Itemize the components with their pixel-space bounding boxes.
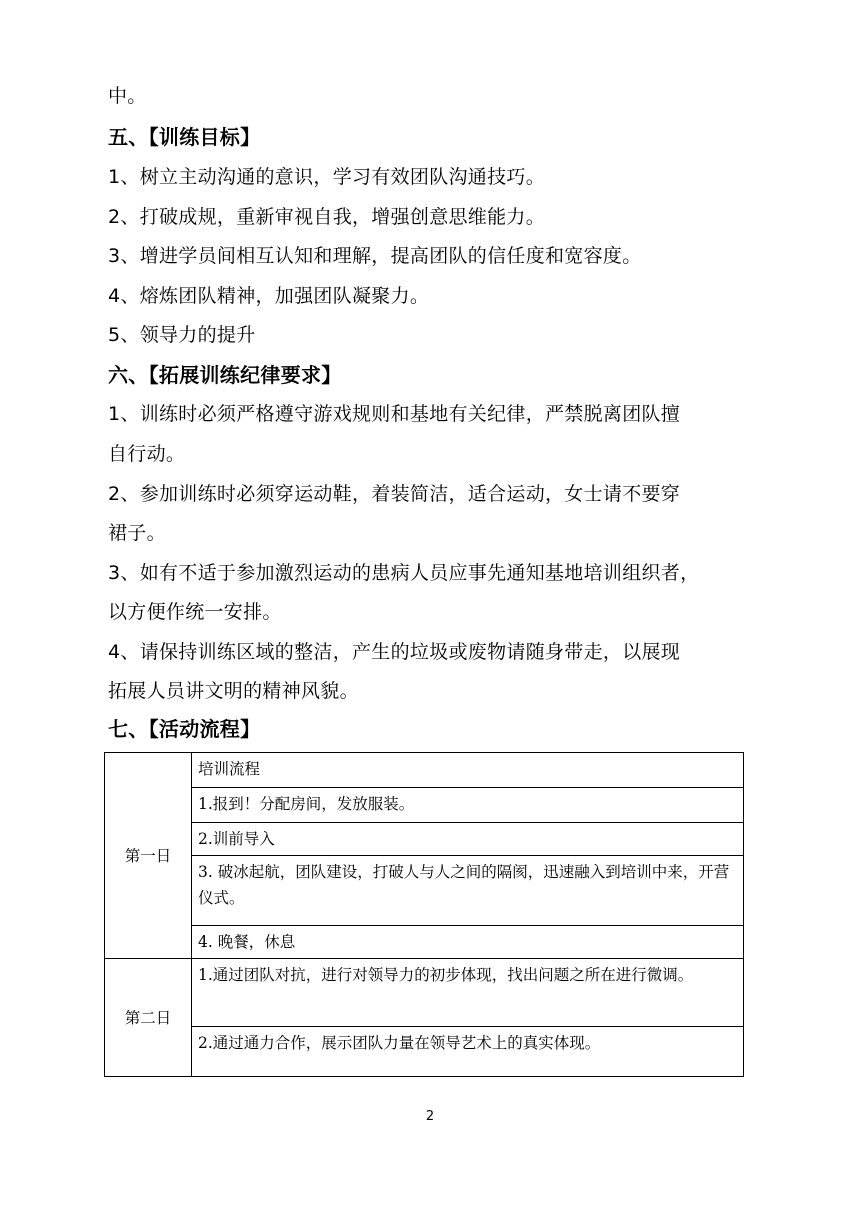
goal-item: 3、增进学员间相互认知和理解，提高团队的信任度和宽容度。 xyxy=(108,245,642,267)
table-row xyxy=(105,753,744,788)
table-row xyxy=(105,823,744,856)
rule-line: 1、训练时必须严格遵守游戏规则和基地有关纪律，严禁脱离团队擅 xyxy=(108,403,681,425)
table-row xyxy=(105,788,744,823)
continuation-text: 中。 xyxy=(108,85,147,107)
day-2-label: 第二日 xyxy=(105,959,192,1077)
table-cell: 1.报到！分配房间，发放服装。 xyxy=(192,788,744,823)
rule-line: 自行动。 xyxy=(108,443,186,465)
rule-line: 拓展人员讲文明的精神风貌。 xyxy=(108,680,359,702)
table-row xyxy=(105,959,744,1027)
page-number: 2 xyxy=(425,1109,435,1124)
day-1-label: 第一日 xyxy=(105,753,192,959)
goal-item: 4、熔炼团队精神，加强团队凝聚力。 xyxy=(108,285,430,307)
section-5-heading: 五、【训练目标】 xyxy=(108,125,261,149)
activity-schedule-table xyxy=(104,752,744,1077)
table-cell: 4. 晚餐，休息 xyxy=(192,926,744,959)
section-7-heading: 七、【活动流程】 xyxy=(108,717,261,741)
table-cell: 2.通过通力合作，展示团队力量在领导艺术上的真实体现。 xyxy=(192,1027,744,1077)
table-cell: 1.通过团队对抗，进行对领导力的初步体现，找出问题之所在进行微调。 xyxy=(192,959,744,1027)
table-row xyxy=(105,1027,744,1077)
table-cell: 3. 破冰起航，团队建设，打破人与人之间的隔阂，迅速融入到培训中来，开营仪式。 xyxy=(192,856,744,926)
goal-item: 1、树立主动沟通的意识，学习有效团队沟通技巧。 xyxy=(108,166,545,188)
goal-item: 2、打破成规，重新审视自我，增强创意思维能力。 xyxy=(108,206,545,228)
rule-line: 3、如有不适于参加激烈运动的患病人员应事先通知基地培训组织者， xyxy=(108,562,700,584)
rule-line: 以方便作统一安排。 xyxy=(108,601,282,623)
table-row xyxy=(105,926,744,959)
rule-line: 4、请保持训练区域的整洁，产生的垃圾或废物请随身带走，以展现 xyxy=(108,641,681,663)
table-cell: 培训流程 xyxy=(192,753,744,788)
goal-item: 5、领导力的提升 xyxy=(108,324,256,346)
table-row xyxy=(105,856,744,926)
rule-line: 裙子。 xyxy=(108,522,166,544)
rule-line: 2、参加训练时必须穿运动鞋，着装简洁，适合运动，女士请不要穿 xyxy=(108,483,681,505)
table-cell: 2.训前导入 xyxy=(192,823,744,856)
section-6-heading: 六、【拓展训练纪律要求】 xyxy=(108,363,342,387)
